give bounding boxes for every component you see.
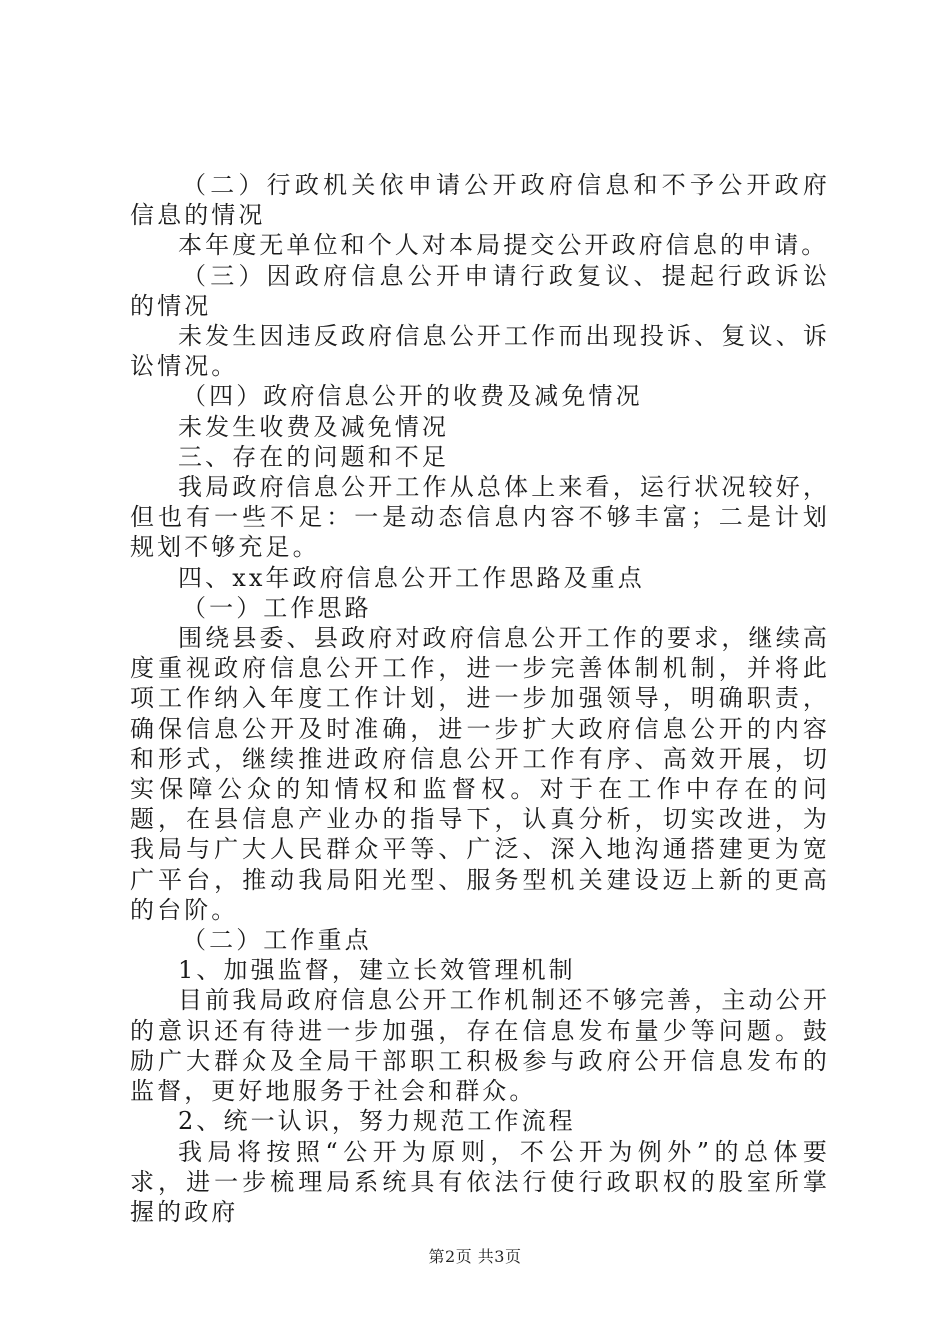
subheading-item-1: 1、加强监督，建立长效管理机制 <box>178 956 576 985</box>
section-heading-3: （三）因政府信息公开申请行政复议、提起行政诉讼的情况 <box>130 261 830 320</box>
section-heading-2: （二）行政机关依申请公开政府信息和不予公开政府信息的情况 <box>130 171 830 230</box>
body-paragraph: 目前我局政府信息公开工作机制还不够完善，主动公开的意识还有待进一步加强，存在信息发布量少等问题。鼓励广大群众及全局干部职工积极参与政府公开信息发布的监督，更好地服务于社会和群众。 <box>130 986 830 1106</box>
subheading-item-2: 2、统一认识，努力规范工作流程 <box>178 1107 576 1136</box>
page-footer: 第2页 共3页 <box>428 1247 522 1266</box>
body-paragraph: 未发生因违反政府信息公开工作而出现投诉、复议、诉讼情况。 <box>130 322 830 381</box>
section-heading-work-ideas: （一）工作思路 <box>182 593 372 622</box>
section-heading-4: （四）政府信息公开的收费及减免情况 <box>182 382 643 411</box>
body-paragraph: 我局将按照“公开为原则，不公开为例外”的总体要求，进一步梳理局系统具有依法行使行政职权的股室所掌握的政府 <box>130 1137 830 1226</box>
body-paragraph: 本年度无单位和个人对本局提交公开政府信息的申请。 <box>178 231 829 260</box>
body-paragraph: 我局政府信息公开工作从总体上来看，运行状况较好，但也有一些不足：一是动态信息内容不够丰富；二是计划规划不够充足。 <box>130 473 830 562</box>
body-paragraph: 围绕县委、县政府对政府信息公开工作的要求，继续高度重视政府信息公开工作，进一步完善体制机制，并将此项工作纳入年度工作计划，进一步加强领导，明确职责，确保信息公开及时准确，进一步扩大政府信息公开的内容和形式，继续推进政府信息公开工作有序、高效开展，切实保障公众的知情权和监督权。对于在工作中存在的问题，在县信息产业办的指导下，认真分析，切实改进，为我局与广大人民群众平等、广泛、深入地沟通搭建更为宽广平台，推动我局阳光型、服务型机关建设迈上新的更高的台阶。 <box>130 624 830 924</box>
chapter-heading-issues: 三、存在的问题和不足 <box>178 442 449 471</box>
body-paragraph: 未发生收费及减免情况 <box>178 412 449 441</box>
chapter-heading-plan: 四、xx年政府信息公开工作思路及重点 <box>178 563 645 592</box>
section-heading-work-focus: （二）工作重点 <box>182 926 372 955</box>
document-body <box>130 170 830 1227</box>
